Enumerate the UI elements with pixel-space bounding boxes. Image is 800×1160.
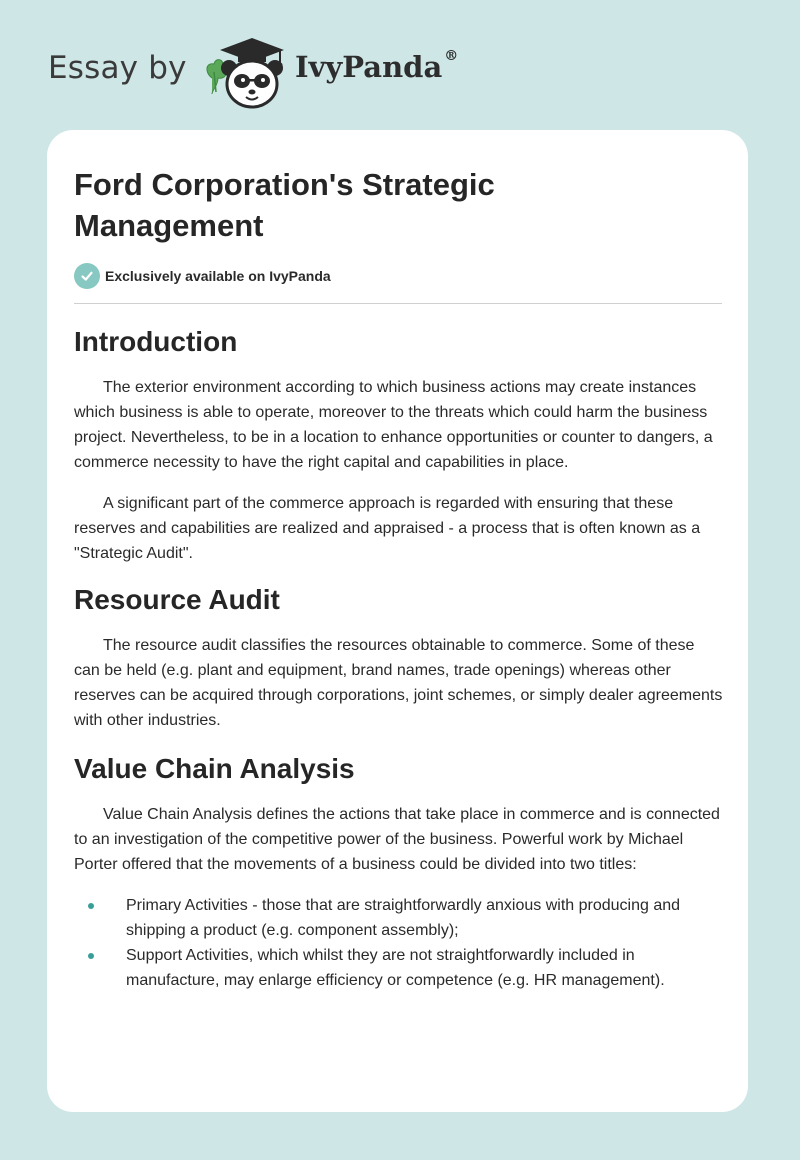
brand-name-text: IvyPanda — [295, 50, 443, 84]
section-heading-value-chain-analysis: Value Chain Analysis — [74, 753, 355, 784]
exclusive-badge — [74, 263, 331, 289]
section-heading-resource-audit: Resource Audit — [74, 584, 280, 615]
essay-by-label: Essay by — [48, 50, 187, 86]
registered-mark: ® — [444, 48, 459, 65]
list-item — [74, 943, 724, 993]
bullet-dot-icon — [88, 953, 94, 959]
list-item-text: Support Activities, which whilst they are not straightforwardly included in manufacture, may enlarge efficiency or competence (e.g. HR management). — [126, 947, 665, 989]
exclusive-badge-text: Exclusively available on IvyPanda — [105, 268, 331, 284]
page-title: Ford Corporation's Strategic Management — [74, 167, 495, 243]
panda-logo-icon[interactable] — [202, 34, 294, 110]
list-item — [74, 893, 724, 943]
site-header — [48, 34, 748, 114]
section-heading-introduction: Introduction — [74, 326, 238, 357]
paragraph: The exterior environment according to which business actions may create instances which business is able to operate, moreover to the threats which could harm the business project. Nevertheless, to be in a location to enhance opportunities or counter to dangers, a commerce necessity to have the right capital and capabilities in place. — [74, 379, 713, 471]
divider — [74, 303, 722, 304]
paragraph: Value Chain Analysis defines the actions that take place in commerce and is connected to an investigation of the competitive power of the business. Powerful work by Michael Porter offered that the movements of a business could be divided into two titles: — [74, 806, 720, 873]
check-icon — [74, 263, 100, 289]
bullet-dot-icon — [88, 903, 94, 909]
paragraph: A significant part of the commerce approach is regarded with ensuring that these reserves and capabilities are realized and appraised - a process that is often known as a "Strategic Audit". — [74, 495, 701, 562]
paragraph: The resource audit classifies the resources obtainable to commerce. Some of these can be held (e.g. plant and equipment, brand names, trade openings) whereas other reserves can be acquired through corporations, joint schemes, or simply dealer agreements with other industries. — [74, 637, 723, 729]
brand-name[interactable] — [295, 50, 458, 84]
essay-card — [47, 130, 748, 1112]
list-item-text: Primary Activities - those that are straightforwardly anxious with producing and shipping a product (e.g. component assembly); — [126, 897, 681, 939]
essay-content — [74, 322, 724, 993]
activities-list — [74, 893, 724, 993]
